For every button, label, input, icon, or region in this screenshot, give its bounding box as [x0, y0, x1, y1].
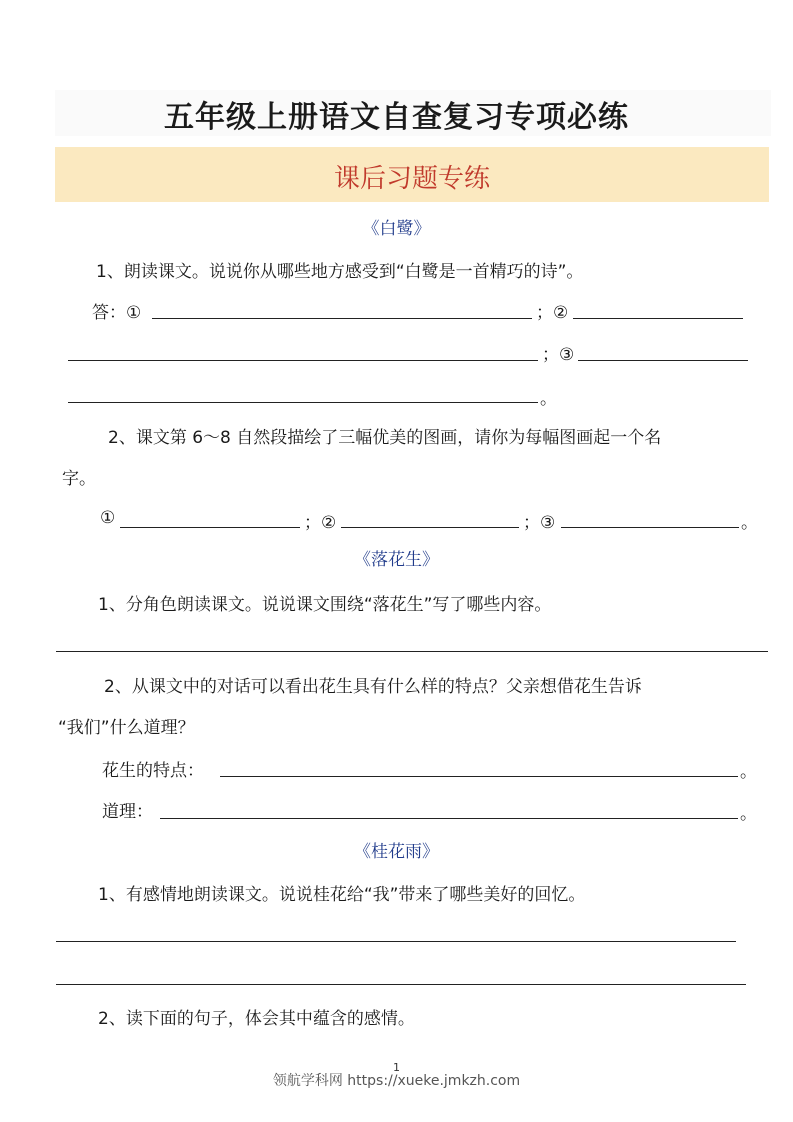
answer-line[interactable]: [56, 984, 746, 985]
feature-blank[interactable]: [220, 776, 738, 777]
end-mark: 。: [740, 804, 757, 824]
reason-blank[interactable]: [160, 818, 738, 819]
separator-2: ；②: [536, 303, 569, 323]
question-text: 1、分角色朗读课文。说说课文围绕“落花生”写了哪些内容。: [98, 595, 552, 615]
end-mark: 。: [741, 513, 758, 533]
name-blank-3[interactable]: [561, 527, 739, 528]
question-text: 2、课文第 6～8 自然段描绘了三幅优美的图画，请你为每幅图画起一个名: [108, 428, 662, 448]
question-text: 2、从课文中的对话可以看出花生具有什么样的特点？父亲想借花生告诉: [104, 677, 642, 697]
answer-blank-1[interactable]: [152, 318, 532, 319]
separator-3: ；③: [542, 345, 575, 365]
answer-line[interactable]: [56, 651, 768, 652]
marker-3: ；③: [523, 513, 556, 533]
answer-label: 答：①: [92, 303, 142, 323]
reason-label: 道理：: [102, 802, 153, 822]
question-text: 1、有感情地朗读课文。说说桂花给“我”带来了哪些美好的回忆。: [98, 885, 586, 905]
footer-source: 领航学科网 https://xueke.jmkzh.com: [272, 1073, 521, 1089]
marker-2: ；②: [304, 513, 337, 533]
marker-1: ①: [100, 508, 116, 528]
name-blank-2[interactable]: [341, 527, 519, 528]
end-mark: 。: [540, 389, 557, 409]
question-text: “我们”什么道理？: [58, 718, 195, 738]
lesson-title-guihuayu: 《桂花雨》: [354, 842, 439, 862]
lesson-title-bailu: 《白鹭》: [362, 219, 431, 239]
answer-blank-3[interactable]: [578, 360, 748, 361]
answer-blank-2b[interactable]: [68, 360, 538, 361]
answer-blank-2[interactable]: [573, 318, 743, 319]
question-text: 2、读下面的句子，体会其中蕴含的感情。: [98, 1009, 415, 1029]
question-text: 字。: [62, 469, 96, 489]
question-text: 1、朗读课文。说说你从哪些地方感受到“白鹭是一首精巧的诗”。: [96, 262, 584, 282]
end-mark: 。: [740, 762, 757, 782]
answer-line[interactable]: [56, 941, 736, 942]
page-title: 五年级上册语文自查复习专项必练: [164, 100, 629, 135]
section-subtitle: 课后习题专练: [333, 164, 490, 194]
name-blank-1[interactable]: [120, 527, 300, 528]
answer-blank-3b[interactable]: [68, 402, 538, 403]
feature-label: 花生的特点：: [102, 761, 204, 781]
lesson-title-luohuasheng: 《落花生》: [354, 550, 439, 570]
page-number: 1: [393, 1061, 400, 1074]
